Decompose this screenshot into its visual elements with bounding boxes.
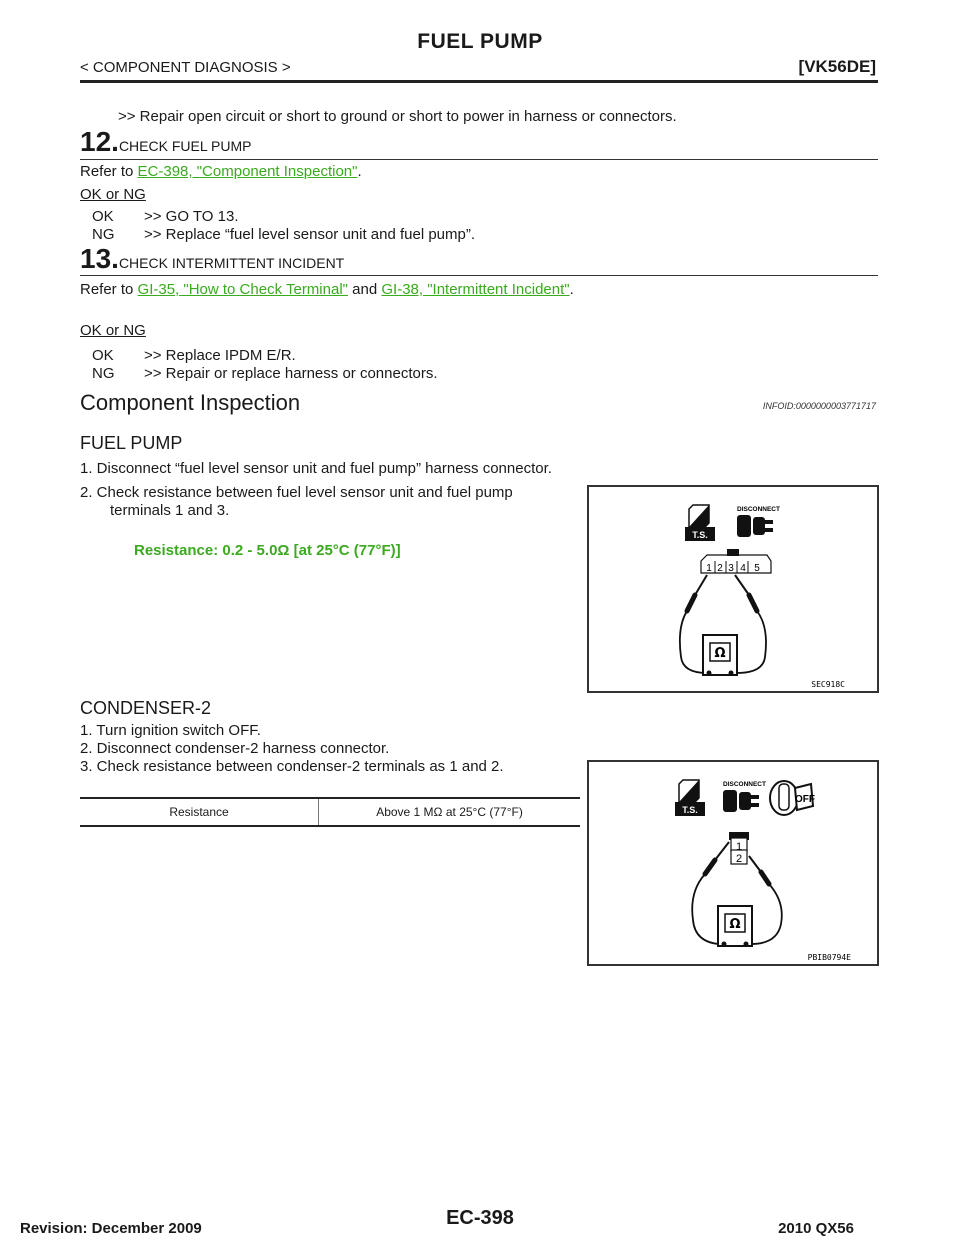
- resistance-table: [80, 797, 580, 827]
- intro-line: >> Repair open circuit or short to ground or short to power in harness or connectors.: [118, 108, 677, 125]
- step-13-number: 13.: [80, 243, 119, 274]
- step-13-title: CHECK INTERMITTENT INCIDENT: [118, 255, 345, 271]
- terminal-1: 1: [706, 563, 712, 574]
- footer-revision: Revision: December 2009: [20, 1220, 202, 1237]
- link-gi-38[interactable]: GI-38, "Intermittent Incident": [381, 281, 570, 298]
- step-12-refer: [80, 163, 362, 180]
- model-tag: [VK56DE]: [798, 57, 876, 76]
- figure-code: PBIB0794E: [807, 953, 851, 962]
- disconnect-label: DISCONNECT: [737, 506, 780, 513]
- terminal-5: 5: [754, 563, 760, 574]
- step-12-title: CHECK FUEL PUMP: [118, 138, 252, 154]
- condenser-step-3: 3. Check resistance between condenser-2 terminals as 1 and 2.: [80, 758, 504, 775]
- refer-prefix: Refer to: [80, 281, 138, 298]
- fuel-pump-step-1: 1. Disconnect “fuel level sensor unit and fuel pump” harness connector.: [80, 460, 552, 477]
- terminal-4: 4: [740, 563, 746, 574]
- condenser-heading: CONDENSER-2: [80, 698, 212, 718]
- step-12-ok-action: >> GO TO 13.: [144, 208, 239, 225]
- ohmmeter-icon: [718, 906, 752, 947]
- disconnect-connector-icon: [737, 506, 780, 537]
- step-12-ok-ng: OK or NG: [80, 186, 146, 203]
- step-12-ng-action: >> Replace “fuel level sensor unit and fuel pump”.: [144, 226, 476, 243]
- terminal-2: 2: [735, 853, 743, 865]
- condenser-step-1: 1. Turn ignition switch OFF.: [80, 722, 261, 739]
- connector-terminals: [729, 832, 749, 865]
- fuel-pump-step-2: 2. Check resistance between fuel level sensor unit and fuel pump: [80, 484, 513, 501]
- link-gi-35[interactable]: GI-35, "How to Check Terminal": [137, 281, 348, 298]
- footer-model-year: 2010 QX56: [778, 1220, 854, 1237]
- page-title: FUEL PUMP: [417, 30, 543, 53]
- connector-terminals: [701, 549, 771, 574]
- component-inspection-title: Component Inspection: [80, 390, 301, 415]
- resistance-value-cell: Above 1 MΩ at 25°C (77°F): [376, 805, 523, 819]
- step-13-ok-code: OK: [92, 347, 114, 364]
- refer-prefix: Refer to: [80, 163, 138, 180]
- condenser-step-2: 2. Disconnect condenser-2 harness connector.: [80, 740, 390, 757]
- step-13-ok-ng: OK or NG: [80, 322, 146, 339]
- off-label: OFF: [795, 794, 815, 805]
- condenser-diagram: [587, 760, 879, 966]
- step-13-ng-action: >> Repair or replace harness or connectors.: [144, 365, 438, 382]
- ohm-symbol: Ω: [714, 646, 726, 661]
- section-label: < COMPONENT DIAGNOSIS >: [80, 59, 291, 76]
- link-ec-398[interactable]: EC-398, "Component Inspection": [137, 163, 358, 180]
- resistance-label-cell: Resistance: [80, 798, 319, 826]
- tester-ts-icon: [675, 780, 705, 816]
- ts-label: T.S.: [692, 530, 708, 540]
- info-id: INFOID:0000000003771717: [762, 401, 876, 411]
- step-13-refer: [80, 281, 574, 298]
- fuel-pump-step-2-cont: terminals 1 and 3.: [110, 502, 230, 519]
- header-rule: [80, 80, 878, 83]
- condenser-diagram-svg: [589, 762, 877, 964]
- ts-label: T.S.: [682, 805, 698, 815]
- fuel-pump-diagram-svg: [589, 487, 877, 691]
- resistance-table-wrap: [80, 797, 580, 827]
- step-13-heading: [80, 243, 344, 275]
- step-12-ok-code: OK: [92, 208, 114, 225]
- fuel-pump-heading: FUEL PUMP: [80, 433, 183, 453]
- figure-code: SEC918C: [811, 680, 845, 689]
- terminal-1: 1: [735, 841, 743, 853]
- disconnect-label: DISCONNECT: [723, 781, 766, 788]
- ohm-symbol: Ω: [729, 917, 741, 932]
- step-12-rule: [80, 159, 878, 160]
- step-12-heading: [80, 126, 251, 158]
- refer-suffix: .: [357, 163, 362, 180]
- step-12-number: 12.: [80, 126, 119, 157]
- page-number: EC-398: [446, 1207, 514, 1229]
- disconnect-connector-icon: [723, 781, 766, 812]
- tester-ts-icon: [685, 505, 715, 541]
- ohmmeter-icon: [703, 635, 737, 676]
- terminal-3: 3: [728, 563, 734, 574]
- step-13-ok-action: >> Replace IPDM E/R.: [144, 347, 296, 364]
- table-row: [80, 798, 580, 826]
- step-12-ng-code: NG: [92, 226, 115, 243]
- fuel-pump-diagram: [587, 485, 879, 693]
- refer-and: and: [347, 281, 382, 298]
- refer-suffix: .: [569, 281, 574, 298]
- step-13-ng-code: NG: [92, 365, 115, 382]
- terminal-2: 2: [717, 563, 723, 574]
- step-13-rule: [80, 275, 878, 276]
- fuel-pump-resistance-spec: Resistance: 0.2 - 5.0Ω [at 25°C (77°F)]: [134, 542, 401, 559]
- ignition-key-off-icon: [770, 781, 815, 815]
